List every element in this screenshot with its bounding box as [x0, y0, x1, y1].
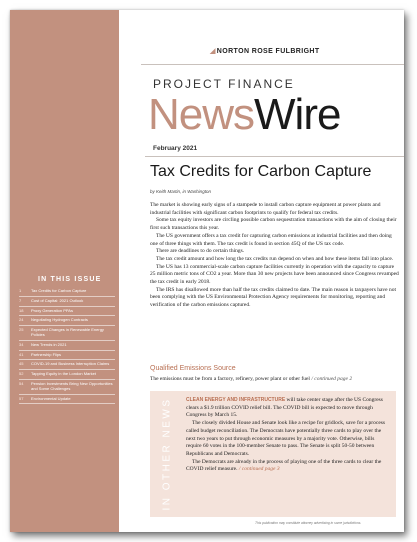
toc-page-number: 34 [19, 341, 24, 347]
toc-page-number: 57 [19, 395, 24, 401]
article-body [150, 202, 399, 310]
toc-page-number: 18 [19, 307, 24, 313]
toc-item-label: New Trends in 2021 [31, 341, 67, 347]
title-news: News [148, 90, 255, 139]
toc-item[interactable] [19, 297, 115, 307]
other-news-label: IN OTHER NEWS [161, 397, 173, 511]
footer-note: This publication may constitute attorney advertising in some jurisdictions. [255, 521, 362, 525]
toc-item[interactable] [19, 395, 115, 405]
toc-page-number: 24 [19, 317, 24, 323]
toc-item[interactable] [19, 307, 115, 317]
byline: by Keith Martin, in Washington [150, 189, 211, 194]
sidebar [10, 10, 119, 532]
other-news-box [150, 391, 396, 517]
toc-page-number: 1 [19, 288, 22, 293]
toc-item-label: COVID-19 and Business Interruption Claims [31, 361, 110, 367]
toc-page-number: 54 [19, 380, 24, 386]
toc-item[interactable] [19, 370, 115, 380]
section-lead [150, 376, 352, 382]
toc-page-number: 41 [19, 351, 24, 357]
toc-list [19, 287, 115, 404]
toc-item-label: Partnership Flips [31, 351, 62, 357]
article-headline: Tax Credits for Carbon Capture [150, 163, 372, 180]
toc-item-label: Proxy Generation PPAs [31, 307, 73, 313]
other-news-body [186, 397, 390, 474]
toc-item[interactable] [19, 351, 115, 361]
title-wire: Wire [254, 90, 341, 139]
toc-item-label: Expected Changes in Renewable Energy Policies [31, 327, 104, 337]
other-news-label-column [150, 391, 184, 517]
other-news-paragraph: CLEAN ENERGY AND INFRASTRUCTURE will take center stage after the US Congress clears a $1.9 trillion COVID relief bill. The COVID bill is expected to move through Congress by March 15. [186, 397, 383, 419]
logo-mark-icon: ◢ [210, 48, 216, 55]
other-news-paragraph: The Democrats are already in the process of playing one of the three cards to clear the COVID relief measure. / continued page 3 [186, 458, 382, 473]
toc-page-number: 52 [19, 371, 24, 377]
article-paragraph: Some tax equity investors are circling possible carbon sequestration transactions with the aim of closing their first such transactions this year. [150, 217, 397, 232]
article-paragraph: The tax credit amount and how long the tax credits run depend on when and how these items fall into place. [156, 255, 394, 262]
section-lead-text: The emissions must be from a factory, refinery, power plant or other fuel [150, 376, 310, 382]
toc-page-number: 7 [19, 297, 22, 303]
toc-item[interactable] [19, 316, 115, 326]
continued-link[interactable]: / continued page 2 [311, 376, 353, 382]
article-paragraph: The IRS has disallowed more than half the tax credits claimed to date. The main reason is taxpayers have not been complying with the US Environmental Protection Agency requirements for monitoring, reporting and verification of the carbon emissions captured. [150, 286, 396, 309]
toc-item-label: Cost of Capital: 2021 Outlook [31, 297, 84, 303]
toc-item[interactable] [19, 326, 115, 341]
toc-page-number: 25 [19, 327, 24, 333]
newsletter-page [10, 10, 404, 532]
firm-logo [210, 47, 320, 55]
continued-link[interactable]: / continued page 3 [238, 466, 280, 473]
toc-heading: IN THIS ISSUE [38, 276, 102, 283]
article-paragraph: The US government offers a tax credit for capturing carbon emissions at industrial facilities and then doing one of three things with them. The tax credit is found in section 45Q of the US tax code. [150, 232, 392, 247]
issue-date: February 2021 [153, 145, 198, 152]
other-news-paragraph: The closely divided House and Senate look like a recipe for gridlock, save for a process called budget reconciliation. The Democrats have potentially three cards to play over the next two years to put through economic measures by a majority vote. Otherwise, bills require 60 votes in the 100-member Senate to pass. The Senate is split 50-50 between Republicans and Democrats. [186, 420, 386, 457]
article-paragraph: The US has 13 commercial-scale carbon capture facilities currently in operation with the capacity to capture 25 million metric tons of CO2 a year. More than 30 new projects have been announced since Congress revamped the tax credit in early 2018. [150, 263, 399, 286]
toc-item-label: Pension Investments Bring New Opportunities and Some Challenges [31, 380, 113, 391]
toc-page-number: 45 [19, 361, 24, 367]
toc-item-label: Tapping Equity in the London Market [31, 371, 96, 377]
firm-name: NORTON ROSE FULBRIGHT [216, 48, 320, 55]
toc-item-label: Tax Credits for Carbon Capture [31, 288, 87, 293]
article-paragraph: There are deadlines to do certain things. [156, 248, 245, 255]
toc-item-label: Environmental Update [31, 395, 71, 401]
toc-item[interactable] [19, 287, 115, 297]
series-title: PROJECT FINANCE [153, 77, 295, 91]
toc-item[interactable] [19, 341, 115, 351]
other-news-lead: CLEAN ENERGY AND INFRASTRUCTURE [186, 397, 286, 403]
toc-item[interactable] [19, 380, 115, 395]
publication-title [148, 90, 340, 140]
divider [145, 156, 404, 157]
section-subhead: Qualified Emissions Source [150, 365, 236, 372]
article-paragraph: The market is showing early signs of a stampede to install carbon capture equipment at power plants and industrial facilities with significant carbon footprints to qualify for federal tax credits. [150, 202, 381, 216]
toc-item[interactable] [19, 360, 115, 370]
divider [141, 64, 404, 65]
toc-item-label: Negotiating Hydrogen Contracts [31, 317, 88, 323]
